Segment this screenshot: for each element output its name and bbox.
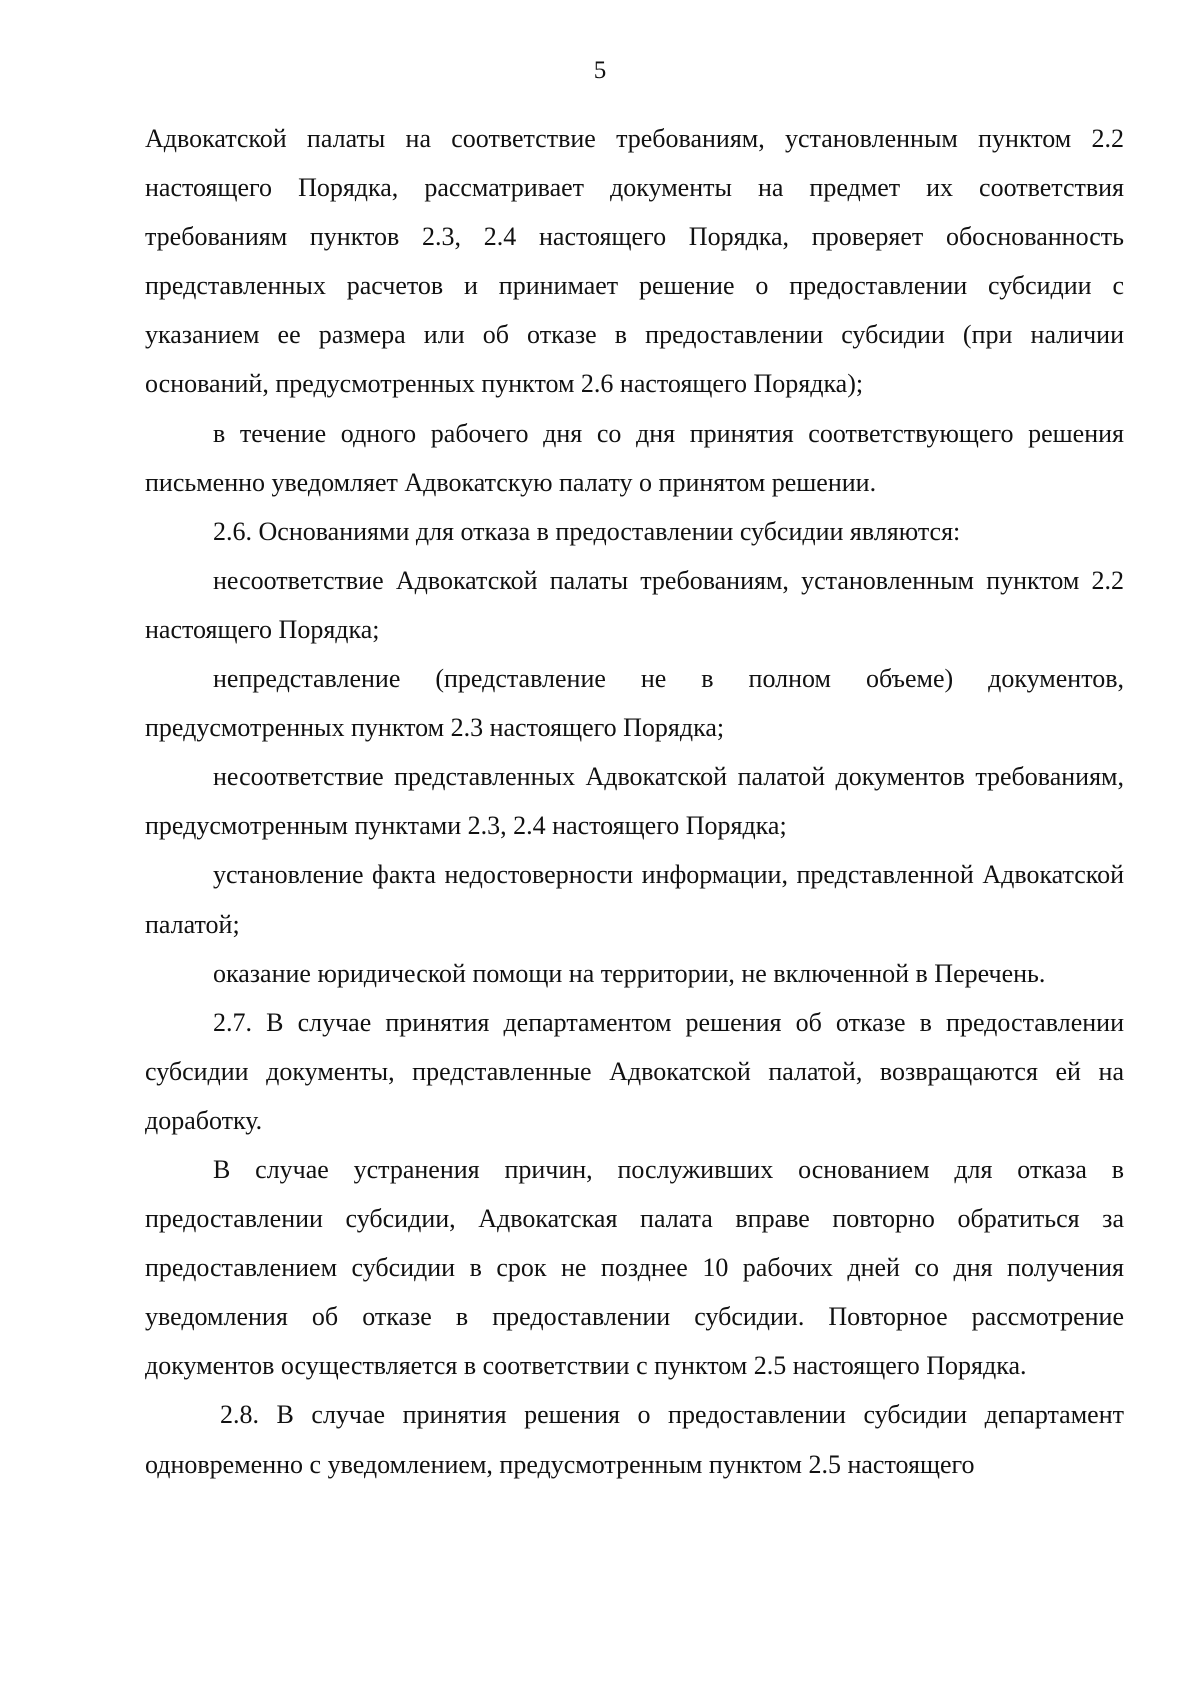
paragraph-continuation: Адвокатской палаты на соответствие требованиям, установленным пунктом 2.2 настоящего Порядка, рассматривает документы на предмет их соответствия требованиям пунктов 2.3, 2.4 настоящего Порядка, проверяет обоснованность представленных расчетов и принимает решение о предоставлении субсидии с указанием ее размера или об отказе в предоставлении субсидии (при наличии оснований, предусмотренных пунктом 2.6 настоящего Порядка);: [145, 124, 1124, 399]
paragraph-ground-inaccurate-info: установление факта недостоверности информации, представленной Адвокатской палатой;: [145, 860, 1124, 939]
paragraph-2-8: 2.8. В случае принятия решения о предоставлении субсидии департамент одновременно с уведомлением, предусмотренным пунктом 2.5 настоящего: [145, 1400, 1124, 1479]
paragraph-notification: в течение одного рабочего дня со дня принятия соответствующего решения письменно уведомляет Адвокатскую палату о принятом решении.: [145, 418, 1124, 497]
paragraph-ground-territory: оказание юридической помощи на территории, не включенной в Перечень.: [213, 958, 1046, 988]
paragraph-2-7: 2.7. В случае принятия департаментом решения об отказе в предоставлении субсидии документы, представленные Адвокатской палатой, возвращаются ей на доработку.: [145, 1007, 1124, 1135]
page-number: 5: [593, 57, 607, 84]
paragraph-ground-documents-mismatch: несоответствие представленных Адвокатской палатой документов требованиям, предусмотренным пунктами 2.3, 2.4 настоящего Порядка;: [145, 762, 1124, 841]
paragraph-resubmission: В случае устранения причин, послуживших основанием для отказа в предоставлении субсидии, Адвокатская палата вправе повторно обратиться за предоставлением субсидии в срок не позднее 10 рабочих дней со дня получения уведомления об отказе в предоставлении субсидии. Повторное рассмотрение документов осуществляется в соответствии с пунктом 2.5 настоящего Порядка.: [145, 1154, 1124, 1381]
paragraph-ground-noncompliance: несоответствие Адвокатской палаты требованиям, установленным пунктом 2.2 настоящего Порядка;: [145, 565, 1124, 644]
paragraph-ground-nonsubmission: непредставление (представление не в полном объеме) документов, предусмотренных пунктом 2.3 настоящего Порядка;: [145, 664, 1124, 743]
paragraph-2-6-heading: 2.6. Основаниями для отказа в предоставлении субсидии являются:: [213, 516, 961, 546]
document-body: [145, 114, 1124, 1489]
